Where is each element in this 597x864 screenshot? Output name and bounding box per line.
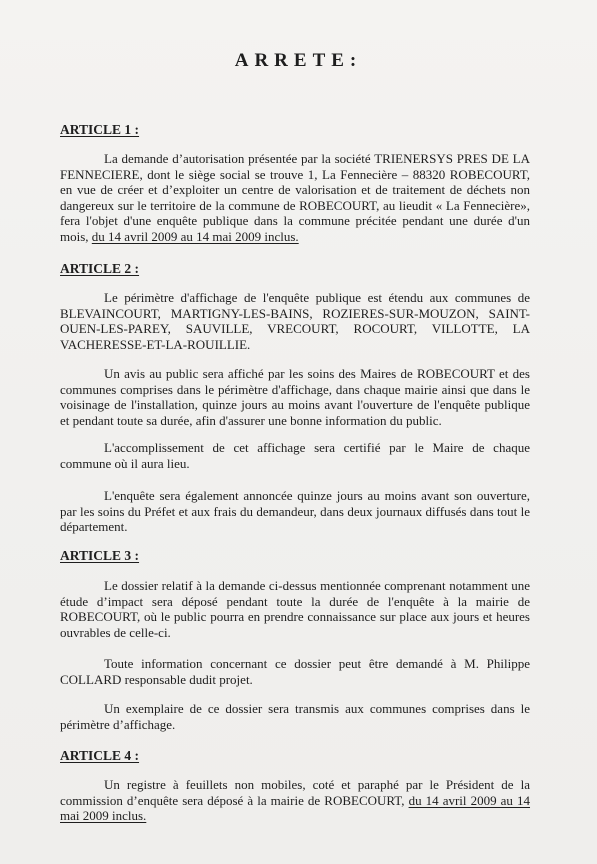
- article-1-paragraph-1: [60, 151, 530, 244]
- article-3-paragraph-3: Un exemplaire de ce dossier sera transmis aux communes comprises dans le périmètre d’affichage.: [60, 701, 530, 732]
- article-2-paragraph-1: Le périmètre d'affichage de l'enquête publique est étendu aux communes de BLEVAINCOURT, MARTIGNY-LES-BAINS, ROZIERES-SUR-MOUZON, SAINT-OUEN-LES-PAREY, SAUVILLE, VRECOURT, ROCOURT, VILLOTTE, LA VACHERESSE-ET-LA-ROUILLIE.: [60, 290, 530, 352]
- article-3-heading: ARTICLE 3 :: [60, 548, 140, 563]
- article-4-paragraph-1-text: Un registre à feuillets non mobiles, coté et paraphé par le Président de la commission d’enquête sera déposé à la mairie de ROBECOURT,: [60, 777, 530, 808]
- article-2-paragraph-4: L'enquête sera également annoncée quinze jours au moins avant son ouverture, par les soins du Préfet et aux frais du demandeur, dans deux journaux diffusés dans tout le département.: [60, 488, 530, 534]
- article-3-paragraph-1: Le dossier relatif à la demande ci-dessus mentionnée comprenant notamment une étude d’impact sera déposé pendant toute la durée de l'enquête à la mairie de ROBECOURT, où le public pourra en prendre connaissance sur place aux jours et heures ouvrables de celle-ci.: [60, 578, 530, 640]
- article-2-heading: ARTICLE 2 :: [60, 261, 140, 276]
- article-4-paragraph-1: [60, 777, 530, 824]
- article-2-paragraph-2: Un avis au public sera affiché par les soins des Maires de ROBECOURT et des communes comprises dans le périmètre d'affichage, dans chaque mairie ainsi que dans le voisinage de l'installation, quinze jours au moins avant l'ouverture de l'enquête publique et pendant toute sa durée, afin d'assurer une bonne information du public.: [60, 366, 530, 428]
- article-4-heading: ARTICLE 4 :: [60, 748, 140, 763]
- document-title: ARRETE:: [234, 50, 363, 71]
- article-1-date-range: du 14 avril 2009 au 14 mai 2009 inclus.: [91, 228, 299, 244]
- article-4-date-range: du 14 avril 2009 au 14 mai 2009 inclus.: [60, 792, 531, 823]
- article-1-paragraph-1-text: La demande d’autorisation présentée par la société TRIENERSYS PRES DE LA FENNECIERE, dont le siège social se trouve 1, La Fennecière – 88320 ROBECOURT, en vue de créer et d’exploiter un centre de valorisation et de traitement de déchets non dangereux sur le territoire de la commune de ROBECOURT, au lieudit « La Fennecière», fera l'objet d'une enquête publique dans la commune précitée pendant une durée d'un mois,: [60, 151, 530, 244]
- article-3-paragraph-2: Toute information concernant ce dossier peut être demandé à M. Philippe COLLARD responsable dudit projet.: [60, 656, 530, 687]
- article-1-heading: ARTICLE 1 :: [60, 122, 140, 137]
- article-2-paragraph-3: L'accomplissement de cet affichage sera certifié par le Maire de chaque commune où il aura lieu.: [60, 440, 530, 471]
